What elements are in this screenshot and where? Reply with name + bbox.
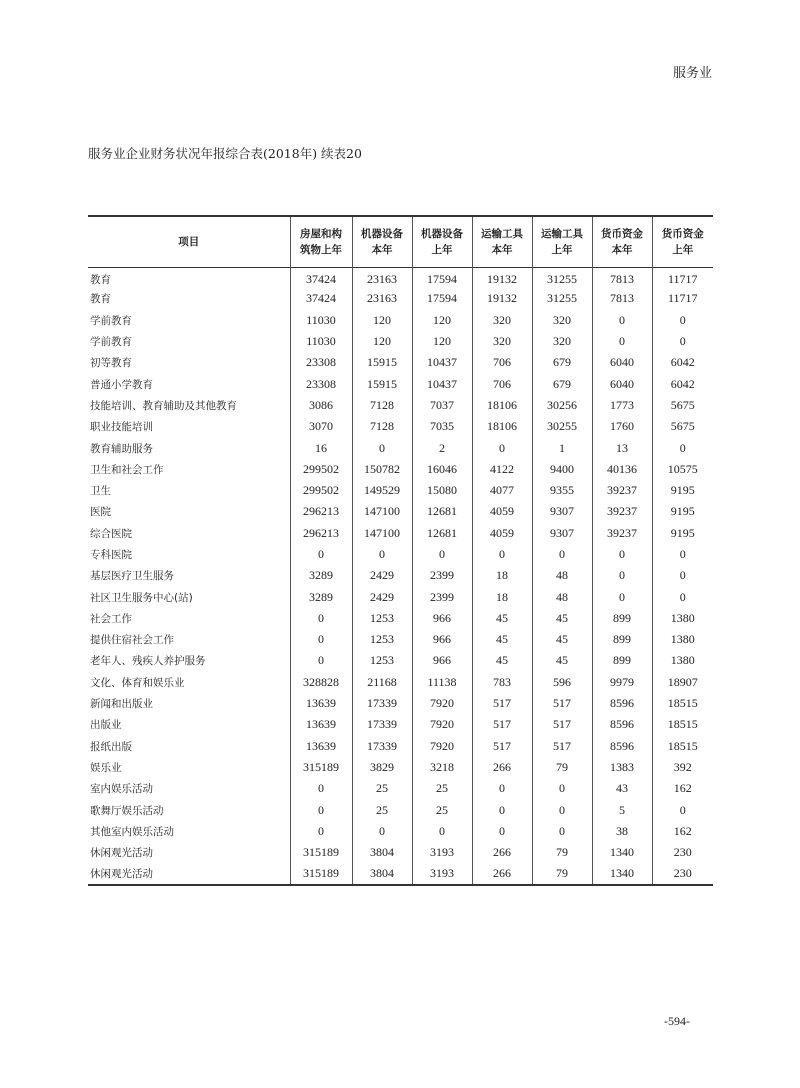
row-label: 基层医疗卫生服务: [90, 570, 174, 583]
cell-value: 11138: [412, 672, 472, 693]
running-head: 服务业: [672, 66, 712, 81]
table-row: [88, 714, 713, 735]
cell-value: 966: [412, 650, 472, 671]
cell-value: 1340: [592, 842, 652, 863]
row-label: 提供住宿社会工作: [90, 634, 174, 647]
cell-value: 517: [472, 693, 532, 714]
cell-value: 10437: [412, 373, 472, 394]
cell-value: 17339: [352, 693, 412, 714]
cell-value: 3218: [412, 757, 472, 778]
cell-value: 5675: [652, 416, 713, 437]
cell-value: 0: [652, 437, 713, 458]
cell-value: 517: [532, 693, 592, 714]
table-row: [88, 480, 713, 501]
row-label: 学前教育: [90, 336, 132, 349]
column-header-line: 上年: [431, 243, 453, 256]
cell-value: 0: [352, 437, 412, 458]
cell-value: 0: [352, 821, 412, 842]
row-label: 其他室内娱乐活动: [90, 825, 174, 838]
column-header-line: 房屋和构: [300, 227, 342, 240]
cell-value: 0: [290, 629, 352, 650]
table-row: [88, 459, 713, 480]
cell-value: 7037: [412, 395, 472, 416]
row-label: 社区卫生服务中心(站): [90, 591, 193, 604]
cell-value: 0: [532, 799, 592, 820]
row-label: 社会工作: [90, 612, 132, 625]
cell-value: 147100: [352, 501, 412, 522]
cell-value: 1380: [652, 608, 713, 629]
cell-value: 0: [472, 544, 532, 565]
column-header-line: 上年: [551, 243, 573, 256]
cell-value: 0: [592, 310, 652, 331]
cell-value: 0: [352, 544, 412, 565]
cell-value: 2: [412, 437, 472, 458]
cell-value: 2429: [352, 586, 412, 607]
cell-value: 5: [592, 799, 652, 820]
cell-value: 266: [472, 757, 532, 778]
cell-value: 37424: [290, 267, 352, 288]
cell-value: 18: [472, 565, 532, 586]
cell-value: 4122: [472, 459, 532, 480]
cell-value: 0: [532, 544, 592, 565]
table-row: [88, 416, 713, 437]
cell-value: 23308: [290, 373, 352, 394]
table-row: [88, 672, 713, 693]
row-label: 卫生和社会工作: [90, 463, 164, 476]
cell-value: 45: [532, 629, 592, 650]
cell-value: 8596: [592, 693, 652, 714]
cell-value: 11030: [290, 310, 352, 331]
cell-value: 120: [352, 310, 412, 331]
cell-value: 3804: [352, 863, 412, 884]
cell-value: 18515: [652, 736, 713, 757]
cell-value: 0: [652, 799, 713, 820]
cell-value: 315189: [290, 842, 352, 863]
cell-value: 3086: [290, 395, 352, 416]
cell-value: 40136: [592, 459, 652, 480]
cell-value: 13639: [290, 736, 352, 757]
cell-value: 149529: [352, 480, 412, 501]
cell-value: 11717: [652, 288, 713, 309]
cell-value: 1380: [652, 629, 713, 650]
cell-value: 10437: [412, 352, 472, 373]
cell-value: 17339: [352, 714, 412, 735]
cell-value: 0: [290, 821, 352, 842]
cell-value: 23163: [352, 267, 412, 288]
row-label: 休闲观光活动: [90, 867, 153, 880]
table-row: [88, 352, 713, 373]
cell-value: 517: [532, 714, 592, 735]
cell-value: 5675: [652, 395, 713, 416]
table-row: [88, 608, 713, 629]
cell-value: 320: [472, 310, 532, 331]
cell-value: 6042: [652, 352, 713, 373]
cell-value: 296213: [290, 501, 352, 522]
cell-value: 3070: [290, 416, 352, 437]
cell-value: 0: [532, 821, 592, 842]
cell-value: 19132: [472, 267, 532, 288]
cell-value: 6040: [592, 373, 652, 394]
table-row: [88, 799, 713, 820]
cell-value: 3289: [290, 586, 352, 607]
cell-value: 25: [352, 778, 412, 799]
cell-value: 9355: [532, 480, 592, 501]
cell-value: 23163: [352, 288, 412, 309]
table-row: [88, 373, 713, 394]
cell-value: 3289: [290, 565, 352, 586]
table-row: [88, 565, 713, 586]
cell-value: 19132: [472, 288, 532, 309]
cell-value: 0: [290, 544, 352, 565]
cell-value: 0: [592, 331, 652, 352]
cell-value: 45: [472, 608, 532, 629]
cell-value: 25: [412, 799, 472, 820]
cell-value: 517: [532, 736, 592, 757]
cell-value: 39237: [592, 501, 652, 522]
cell-value: 320: [472, 331, 532, 352]
cell-value: 45: [472, 629, 532, 650]
cell-value: 1253: [352, 650, 412, 671]
cell-value: 706: [472, 352, 532, 373]
cell-value: 6040: [592, 352, 652, 373]
table-row: [88, 437, 713, 458]
cell-value: 15915: [352, 352, 412, 373]
cell-value: 0: [652, 310, 713, 331]
cell-value: 79: [532, 757, 592, 778]
cell-value: 8596: [592, 714, 652, 735]
cell-value: 3829: [352, 757, 412, 778]
cell-value: 9400: [532, 459, 592, 480]
table-row: [88, 736, 713, 757]
cell-value: 31255: [532, 267, 592, 288]
cell-value: 11030: [290, 331, 352, 352]
cell-value: 7813: [592, 267, 652, 288]
column-header-line: 机器设备: [421, 227, 463, 240]
cell-value: 0: [652, 586, 713, 607]
cell-value: 39237: [592, 480, 652, 501]
cell-value: 0: [592, 544, 652, 565]
cell-value: 30255: [532, 416, 592, 437]
row-label: 室内娱乐活动: [90, 783, 153, 796]
column-header: [592, 216, 652, 267]
cell-value: 12681: [412, 501, 472, 522]
cell-value: 23308: [290, 352, 352, 373]
cell-value: 1760: [592, 416, 652, 437]
cell-value: 2429: [352, 565, 412, 586]
cell-value: 517: [472, 736, 532, 757]
column-header-line: 本年: [611, 243, 633, 256]
cell-value: 0: [472, 821, 532, 842]
table-row: [88, 310, 713, 331]
cell-value: 4059: [472, 501, 532, 522]
cell-value: 0: [592, 586, 652, 607]
row-label: 休闲观光活动: [90, 847, 153, 860]
cell-value: 150782: [352, 459, 412, 480]
table-row: [88, 863, 713, 884]
cell-value: 9307: [532, 501, 592, 522]
cell-value: 320: [532, 310, 592, 331]
cell-value: 0: [652, 565, 713, 586]
header-row: [88, 216, 713, 267]
cell-value: 0: [412, 821, 472, 842]
cell-value: 9195: [652, 480, 713, 501]
row-label: 教育辅助服务: [90, 442, 153, 455]
cell-value: 9195: [652, 523, 713, 544]
cell-value: 0: [472, 778, 532, 799]
cell-value: 783: [472, 672, 532, 693]
table-row: [88, 544, 713, 565]
row-label: 卫生: [90, 485, 111, 498]
cell-value: 0: [290, 778, 352, 799]
cell-value: 7128: [352, 395, 412, 416]
cell-value: 596: [532, 672, 592, 693]
cell-value: 328828: [290, 672, 352, 693]
cell-value: 1253: [352, 608, 412, 629]
column-header: [532, 216, 592, 267]
table-row: [88, 331, 713, 352]
table-row: [88, 523, 713, 544]
cell-value: 966: [412, 608, 472, 629]
column-header-line: 运输工具: [541, 227, 583, 240]
cell-value: 679: [532, 373, 592, 394]
cell-value: 120: [412, 331, 472, 352]
cell-value: 11717: [652, 267, 713, 288]
column-header-line: 货币资金: [661, 227, 704, 240]
cell-value: 1380: [652, 650, 713, 671]
table-row: [88, 267, 713, 288]
table-row: [88, 395, 713, 416]
row-label: 出版业: [90, 719, 122, 732]
cell-value: 17594: [412, 267, 472, 288]
row-label: 教育: [90, 293, 111, 306]
cell-value: 3193: [412, 863, 472, 884]
table-title: 服务业企业财务状况年报综合表(2018年) 续表20: [88, 146, 362, 161]
cell-value: 230: [652, 842, 713, 863]
row-label: 新闻和出版业: [90, 698, 153, 711]
cell-value: 299502: [290, 459, 352, 480]
cell-value: 18907: [652, 672, 713, 693]
cell-value: 147100: [352, 523, 412, 544]
table-row: [88, 778, 713, 799]
cell-value: 7920: [412, 693, 472, 714]
cell-value: 9307: [532, 523, 592, 544]
cell-value: 3804: [352, 842, 412, 863]
cell-value: 12681: [412, 523, 472, 544]
row-label: 技能培训、教育辅助及其他教育: [90, 399, 237, 412]
table-row: [88, 842, 713, 863]
table-row: [88, 821, 713, 842]
cell-value: 43: [592, 778, 652, 799]
cell-value: 79: [532, 842, 592, 863]
row-label: 职业技能培训: [90, 421, 153, 434]
cell-value: 0: [472, 437, 532, 458]
row-label: 学前教育: [90, 314, 132, 327]
column-header-line: 项目: [178, 235, 200, 248]
cell-value: 48: [532, 586, 592, 607]
row-label: 专科医院: [90, 549, 132, 561]
column-header-line: 机器设备: [361, 227, 403, 240]
cell-value: 2399: [412, 565, 472, 586]
cell-value: 30256: [532, 395, 592, 416]
cell-value: 48: [532, 565, 592, 586]
cell-value: 679: [532, 352, 592, 373]
cell-value: 266: [472, 863, 532, 884]
row-label: 报纸出版: [90, 740, 132, 753]
cell-value: 0: [472, 799, 532, 820]
cell-value: 1: [532, 437, 592, 458]
column-header: [290, 216, 352, 267]
cell-value: 4059: [472, 523, 532, 544]
financial-table: [88, 215, 713, 886]
cell-value: 45: [472, 650, 532, 671]
cell-value: 2399: [412, 586, 472, 607]
row-label: 初等教育: [90, 357, 132, 370]
cell-value: 17339: [352, 736, 412, 757]
column-header-line: 筑物上年: [300, 243, 342, 256]
cell-value: 899: [592, 650, 652, 671]
table-row: [88, 288, 713, 309]
column-header-line: 本年: [371, 243, 393, 256]
cell-value: 1340: [592, 863, 652, 884]
cell-value: 10575: [652, 459, 713, 480]
column-header: [352, 216, 412, 267]
page-number: -594-: [664, 1014, 690, 1028]
row-label: 娱乐业: [90, 761, 122, 774]
cell-value: 18515: [652, 693, 713, 714]
cell-value: 39237: [592, 523, 652, 544]
column-header-item: [88, 216, 290, 267]
cell-value: 899: [592, 608, 652, 629]
cell-value: 0: [412, 544, 472, 565]
cell-value: 0: [532, 778, 592, 799]
cell-value: 0: [290, 799, 352, 820]
cell-value: 45: [532, 608, 592, 629]
cell-value: 7035: [412, 416, 472, 437]
cell-value: 296213: [290, 523, 352, 544]
row-label: 文化、体育和娱乐业: [90, 676, 185, 689]
cell-value: 16046: [412, 459, 472, 480]
column-header-line: 运输工具: [481, 227, 523, 240]
cell-value: 13639: [290, 714, 352, 735]
cell-value: 0: [652, 544, 713, 565]
table-row: [88, 501, 713, 522]
table-row: [88, 586, 713, 607]
cell-value: 299502: [290, 480, 352, 501]
cell-value: 31255: [532, 288, 592, 309]
cell-value: 18515: [652, 714, 713, 735]
row-label: 普通小学教育: [90, 378, 153, 391]
cell-value: 1383: [592, 757, 652, 778]
cell-value: 13639: [290, 693, 352, 714]
cell-value: 392: [652, 757, 713, 778]
cell-value: 7813: [592, 288, 652, 309]
row-label: 医院: [90, 506, 111, 519]
cell-value: 9195: [652, 501, 713, 522]
row-label: 老年人、残疾人养护服务: [90, 655, 206, 668]
row-label: 综合医院: [90, 527, 132, 540]
cell-value: 320: [532, 331, 592, 352]
cell-value: 7128: [352, 416, 412, 437]
column-header: [412, 216, 472, 267]
cell-value: 18106: [472, 416, 532, 437]
cell-value: 37424: [290, 288, 352, 309]
cell-value: 17594: [412, 288, 472, 309]
cell-value: 315189: [290, 757, 352, 778]
row-label: 教育: [90, 274, 111, 287]
cell-value: 6042: [652, 373, 713, 394]
cell-value: 15915: [352, 373, 412, 394]
cell-value: 315189: [290, 863, 352, 884]
cell-value: 706: [472, 373, 532, 394]
cell-value: 0: [290, 608, 352, 629]
cell-value: 25: [412, 778, 472, 799]
column-header-line: 货币资金: [601, 227, 643, 240]
column-header-line: 上年: [672, 243, 694, 256]
cell-value: 966: [412, 629, 472, 650]
cell-value: 18: [472, 586, 532, 607]
cell-value: 79: [532, 863, 592, 884]
table-row: [88, 629, 713, 650]
column-header: [652, 216, 713, 267]
cell-value: 7920: [412, 714, 472, 735]
cell-value: 7920: [412, 736, 472, 757]
cell-value: 8596: [592, 736, 652, 757]
cell-value: 162: [652, 821, 713, 842]
cell-value: 0: [592, 565, 652, 586]
cell-value: 0: [652, 331, 713, 352]
cell-value: 1253: [352, 629, 412, 650]
cell-value: 899: [592, 629, 652, 650]
cell-value: 230: [652, 863, 713, 884]
table-row: [88, 693, 713, 714]
cell-value: 25: [352, 799, 412, 820]
cell-value: 38: [592, 821, 652, 842]
cell-value: 4077: [472, 480, 532, 501]
cell-value: 266: [472, 842, 532, 863]
column-header-line: 本年: [491, 243, 513, 256]
cell-value: 13: [592, 437, 652, 458]
cell-value: 9979: [592, 672, 652, 693]
cell-value: 15080: [412, 480, 472, 501]
cell-value: 120: [352, 331, 412, 352]
table-row: [88, 757, 713, 778]
cell-value: 16: [290, 437, 352, 458]
cell-value: 18106: [472, 395, 532, 416]
cell-value: 162: [652, 778, 713, 799]
column-header: [472, 216, 532, 267]
cell-value: 3193: [412, 842, 472, 863]
cell-value: 0: [290, 650, 352, 671]
cell-value: 21168: [352, 672, 412, 693]
cell-value: 45: [532, 650, 592, 671]
cell-value: 120: [412, 310, 472, 331]
cell-value: 517: [472, 714, 532, 735]
table-row: [88, 650, 713, 671]
row-label: 歌舞厅娱乐活动: [90, 804, 164, 817]
cell-value: 1773: [592, 395, 652, 416]
